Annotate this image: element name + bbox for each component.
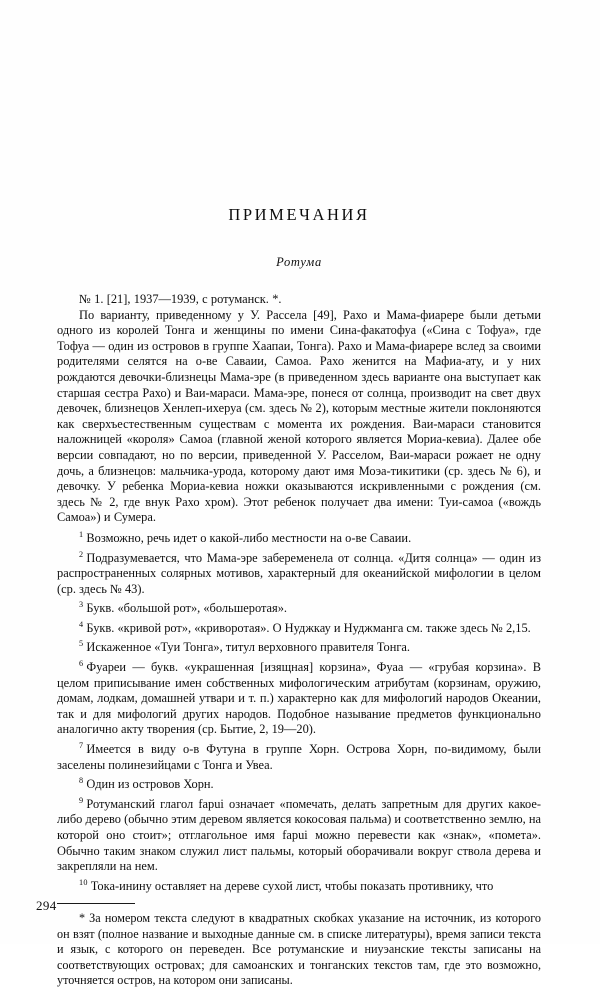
note-item bbox=[57, 738, 541, 773]
section-title: Ротума bbox=[276, 255, 322, 269]
note-item bbox=[57, 656, 541, 738]
note-item bbox=[57, 617, 541, 637]
note-item bbox=[57, 597, 541, 617]
note-number: 10 bbox=[79, 877, 88, 887]
entry-heading: № 1. [21], 1937—1939, с ротуманск. *. bbox=[79, 292, 282, 306]
note-number: 2 bbox=[79, 549, 84, 559]
note-item bbox=[57, 773, 541, 793]
page-content bbox=[57, 205, 541, 988]
latin-term: fapui bbox=[198, 796, 224, 811]
note-text-middle: означает «помечать, делать запретным для других какое-либо дерево (обычно этим деревом является кокосовая пальма) и соответственно землю, на которой оно стоит»; отглагольное имя bbox=[57, 796, 542, 842]
note-text-after: можно перевести как «знак», «помета». Обычно таким знаком служил лист пальмы, который оборачивали вокруг ствола дерева и закрепляли на нем. bbox=[57, 828, 541, 874]
note-text: Фуареи — букв. «украшенная [изящная] корзина», Фуаа — «грубая корзина». В целом приписывание имен собственных мифологическим атрибутам (корзинам, оружию, домам, лодкам, домашней утвари и т. п.) характерно как для мифологий народов Океании, так и для мифологий других народов. Подобное называние предметов функционально аналогично акту творения (ср. Бытие, 2, 19—20). bbox=[57, 660, 541, 737]
footnote-text: За номером текста следуют в квадратных скобках указание на источник, из которого он взят (полное название и выходные данные см. в списке литературы), время записи текста и язык, с которого он переведен. Все ротуманские и ниуэанские тексты записаны на соответствующих островах; для самоанских и тонганских текстов там, где это возможно, уточняется остров, на котором они записаны. bbox=[57, 911, 541, 987]
note-item bbox=[57, 547, 541, 598]
note-item bbox=[57, 875, 541, 895]
note-text: Подразумевается, что Мама-эре забеременела от солнца. «Дитя солнца» — один из распространенных солярных мотивов, характерный для океанийской мифологии в целом (ср. здесь № 43). bbox=[57, 550, 541, 596]
footnote-marker: * bbox=[79, 911, 86, 926]
note-number: 4 bbox=[79, 619, 84, 629]
note-item bbox=[57, 793, 541, 875]
notes-list bbox=[57, 527, 541, 894]
note-text-before: Ротуманский глагол bbox=[86, 796, 199, 811]
note-text: Один из островов Хорн. bbox=[86, 777, 214, 792]
chapter-title: ПРИМЕЧАНИЯ bbox=[228, 205, 370, 224]
note-number: 9 bbox=[79, 795, 84, 805]
note-text: Искаженное «Туи Тонга», титул верховного правителя Тонга. bbox=[86, 640, 410, 655]
note-text: Тока-инину оставляет на дереве сухой лист, чтобы показать противнику, что bbox=[90, 878, 494, 893]
entry-paragraph: По варианту, приведенному у У. Рассела [49], Рахо и Мама-фиарере были детьми одного из королей Тонга и женщины по имени Сина-факатофуа («Сина с Тофуа», где Тофуа — один из островов в группе Хаапаи, Тонга). Рахо и Мама-фиарере вслед за своими родителями селятся на о-ве Саваии, Самоа. Рахо женится на Мафиа-ату, и у них рождаются девочки-близнецы Мама-эре (в приведенном здесь варианте она выступает как старшая сестра Рахо) и Ваи-мараси. Мама-эре, понеся от солнца, производит на свет двух девочек, близнецов Хенлеп-ихеруа (см. здесь № 2), которым местные жители поклоняются как сверхъестественным существам с момента их рождения. Ваи-мараси становится наложницей «короля» Самоа (главной женой которого является Мориа-кевиа). Далее обе версии совпадают, но по версии, приведенной У. Расселом, Ваи-мараси рожает не одну дочь, а близнецов: мальчика-урода, которому дают имя Моэа-тикитики (ср. здесь № 6), и девочку. У ребенка Мориа-кевиа ножки оказываются искривленными с рождения (см. здесь № 2, где внук Рахо хром). Этот ребенок получает два имени: Туи-самоа («вождь Самоа») и Сумера. bbox=[57, 307, 541, 525]
note-number: 7 bbox=[79, 741, 84, 751]
note-item bbox=[57, 527, 541, 547]
note-number: 6 bbox=[79, 659, 84, 669]
footnote-separator-rule bbox=[57, 903, 135, 904]
note-number: 8 bbox=[79, 776, 84, 786]
footnote-item bbox=[57, 911, 541, 988]
page-number: 294 bbox=[36, 898, 57, 913]
latin-term: fapui bbox=[282, 828, 308, 842]
note-number: 5 bbox=[79, 639, 84, 649]
note-number: 1 bbox=[79, 529, 84, 539]
note-text: Букв. «большой рот», «большеротая». bbox=[86, 601, 288, 616]
note-item bbox=[57, 636, 541, 656]
note-text: Возможно, речь идет о какой-либо местности на о-ве Саваии. bbox=[86, 530, 412, 545]
note-number: 3 bbox=[79, 600, 84, 610]
footnote-block bbox=[57, 911, 541, 988]
note-text: Букв. «кривой рот», «криворотая». О Нуджкау и Нуджманга см. также здесь № 2,15. bbox=[86, 620, 531, 635]
note-text: Имеется в виду о-в Футуна в группе Хорн. Острова Хорн, по-видимому, были заселены полинезийцами с Тонга и Увеа. bbox=[57, 742, 541, 772]
